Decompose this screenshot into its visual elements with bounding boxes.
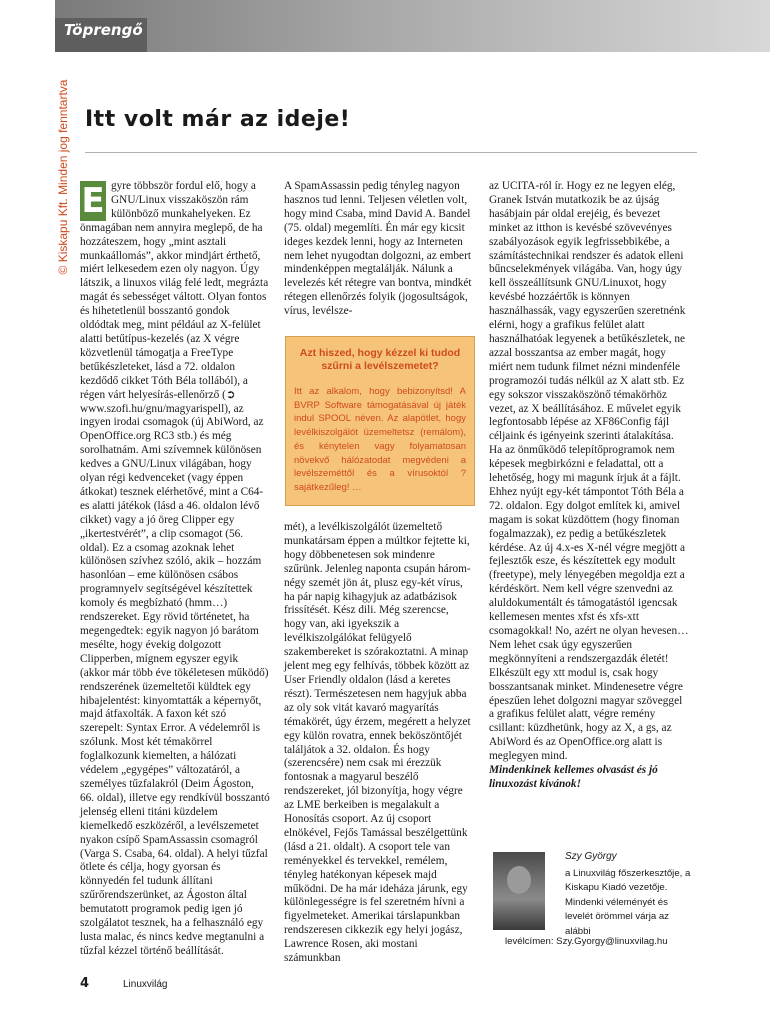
sidebar-title: Azt hiszed, hogy kézzel ki tudod szűrni a levélszemetet? [299, 347, 461, 372]
column-2-top-text: A SpamAssassin pedig tényleg nagyon hasznos tud lenni. Teljesen véletlen volt, hogy mind Csaba, mind David A. Bandel (75. oldal) megemlíti. Én már egy kicsit ideges kezdek lenni, hogy az Interneten nem lehet nyugodtan dolgozni, az embert mindenképpen megtalálják. Nálunk a levelezés két rétegre van bontva, mindkét rétegen ellenőrzés folyik (jogosultságok, vírus, levélsze- [284, 180, 472, 318]
article-column-1 [80, 180, 270, 959]
author-name: Szy György [565, 851, 617, 862]
title-divider [85, 152, 697, 153]
article-column-2-top [284, 180, 474, 319]
article-title-block [85, 107, 735, 132]
author-photo [493, 852, 545, 930]
article-title: Itt volt már az ideje! [85, 107, 351, 132]
column-1-text: gyre többször fordul elő, hogy a GNU/Linux visszaköszön rám különböző munkahelyeken. Ez önmagában nem annyira meglepő, de ha hozzáteszem, hogy „mint asztali munkaállomás”, akkor mindjárt érthető, miért lelkesedem ezen oly nagyon. Úgy látszik, a linuxos világ felé ledt, megrázta magát és sebességet váltott. Olyan fontos és hihetetlenül bosszantó gondok oldódtak meg, mint például az X-felület alatti betűtípus-kezelés (az X végre közvetlenül támogatja a FreeType betűkészleteket, lásd a 72. oldalon kezdődő cikket Tóth Béla tollából), a régen várt helyesírás-ellenőrző (➲ www.szofi.hu/gnu/magyarispell), az ingyen irodai csomagok (új AbiWord, az OpenOffice.org RC3 stb.) és még sorolhatnám. Ami szívemnek különösen kedves a GNU/Linux világában, hogy olyan régi kedvenceket (vagy éppen átkokat) tesznek elérhetővé, mint a C64-es alatti játékok (lásd a 46. oldalon lévő cikket) vagy a jó öreg Clipper egy „ikertestvérét”, a clip csomagot (56. oldal). Ez a csomag azoknak lehet különösen szívhez szóló, akik – hozzám hasonlóan – eme különösen csábos programnyelv segítségével készítettek komoly és megbízható (hmm…) rendszereket. Egy rövid történetet, ha megengedtek: egyik nagyon jó barátom mesélte, hogy évekig dolgozott Clipperben, mígnem egyszer egyik (akkor már több éve tökéletesen működő) rendszerének üzemeltetői küldtek egy hibajelentést: kinyomtatták a képernyőt, majd átfaxolták. A faxon két szó szerepelt: Syntax Error. A védelemről is szólunk. Most két témakörrel foglalkozunk kiemelten, a hálózati védelem „egygépes” változatáról, a személyes tűzfalakról (Deim Ágoston, 66. oldal), illetve egy rendkívül bosszantó jelenség elleni titáni küzdelem kiemelkedő eszközéről, a levélszemetet nyakon csípő SpamAssassin csomagról (Varga S. Csaba, 64. oldal). A helyi tűzfal ötlete és célja, hogy gyorsan és könnyedén fel tudunk állítani szűrőrendszerünket, az Ágoston által bemutatott programok pedig igen jó szolgálatot tesznek, ha a felhasználó egy lusta malac, és nincs kedve megtanulni a tűzfal kézzel történő beállítását. [80, 180, 270, 957]
author-box [493, 848, 693, 948]
sidebar-box [285, 336, 475, 506]
column-3-text: az UCITA-ról ír. Hogy ez ne legyen elég, Granek István mutatkozik be az újság hasábjain pár oldal erejéig, és bevezet minket az itthon is kevésbé szövevényes szabályozások egyik legfrissebbikébe, a számítástechnikai rendszer és adatok elleni bűncselekmények világába. Van, hogy úgy kell összeállítsunk GNU/Linuxot, hogy kevésbé hozzáértők is könnyen használhassák, vagy egyszerűen szeretnénk elérni, hogy a grafikus felület alatt használhatóak legyenek a betűkészletek, ne azzal bosszantsa az ember magát, hogy miért nem tudunk filmet nézni mindenféle programozói tudás nélkül az X alatt stb. Ez egy sokszor visszaköszönő témakörhöz vezet, az X beállításához. E művelet egyik legfontosabb lépése az XF86Config fájl céljaink és igényeink szerinti átalakítása. Ha az önműködő telepítőprogramok nem képesek megbirkózni e feladattal, ott a lehetőség, hogy mi magunk írjuk át a fájlt. Ehhez nyújt egy-két támpontot Tóth Béla a 72. oldalon. Egy dolgot említek ki, amivel magam is sokat küzdöttem (hogy finoman fogalmazzak), ez pedig a betűkészletek kérdése. Az új 4.x-es X-nél végre megjött a fejlesztők esze, és készítettek egy modult (freetype), mely lényegében megoldja ezt a kérdéskört. Nem kell végre szenvedni az aluldokumentált és támogatástól igencsak kellemesen mentes xfst és xfs-xtt csomagokkal! No, azért ne olyan hevesen… Nem lehet csak úgy egyszerűen megkönnyíteni a rendszergazdák életét! Elkészült egy xtt modul is, csak hogy bosszantsanak minket. Mindenesetre végre épeszűen lehet dolgozni magyar szöveggel a grafikus felület alatt, végre remény csillant: küzdhetünk, hogy az X, a gs, az AbiWord és az OpenOffice.org alatt is meglegyen mind. [489, 180, 689, 763]
closing-line: Mindenkinek kellemes olvasást és jó linuxozást kívánok! [489, 764, 658, 790]
author-bio: a Linuxvilág főszerkesztője, a Kiskapu Kiadó vezetője. Mindenki véleményét és levelét örömmel várja az alábbi [565, 868, 691, 937]
copyright-note: © Kiskapu Kft. Minden jog fenntartva [56, 79, 70, 275]
column-2-bottom-text: mét), a levélkiszolgálót üzemeltető munkatársam éppen a múltkor fejtette ki, hogy döbbenetesen sok mindenre szűrünk. Jelenleg naponta csupán három-négy szemét jön át, plusz egy-két vírus, ha pár napig kihagyjuk az adatbázisok frissítését. Kész dili. Még szerencse, hogy van, aki igyekszik a levélkiszolgálókat felügyelő szakembereket is szórakoztatni. A minap jelent meg egy felhívás, többek között az User Friendly oldalon (lásd a keretes részt). Természetesen nem hagyjuk abba az oly sok vitát kavaró magyarítás témakörét, úgy érzem, megérett a helyzet egy külön rovatra, ennek beköszöntőjét találjátok a 32. oldalon. És hogy (szerencsére) nem csak mi érezzük fontosnak a magyarul beszélő rendszereket, jól bizonyítja, hogy végre az LME berkeiben is megalakult a Honosítás csoport. Az új csoport elnökével, Fejős Tamással beszélgettünk (lásd a 21. oldalt). A csoport tele van reményekkel és tervekkel, remélem, tényleg hatékonyan képesek majd működni. De ha már ideháza járunk, egy különlegességre is fel szeretném hívni a figyelmeteket. Amerikai társlapunkban rendszeresen cikkezik egy helyi jogász, Lawrence Rosen, aki mostani számunkban [284, 521, 471, 965]
page-number: 4 [80, 976, 90, 991]
author-email: levélcímen: Szy.Gyorgy@linuxvilag.hu [505, 936, 668, 947]
sidebar-body: Itt az alkalom, hogy bebizonyítsd! A BVRP Software támogatásával új játék indul SPOOL néven. Az alapötlet, hogy levélkiszolgálót üzemeltetsz (remálom), és kénytelen vagy folyamatosan növekvő hálózatodat megvédeni a levélszeméttől és a vírusoktól ? sajátkezűleg! … [294, 386, 466, 493]
section-title: Töprengő [64, 21, 143, 39]
drop-cap: E [81, 181, 105, 221]
article-column-3 [489, 180, 689, 792]
article-column-2-bottom [284, 521, 474, 966]
header-bar [55, 0, 770, 52]
magazine-name: Linuxvilág [123, 979, 168, 990]
